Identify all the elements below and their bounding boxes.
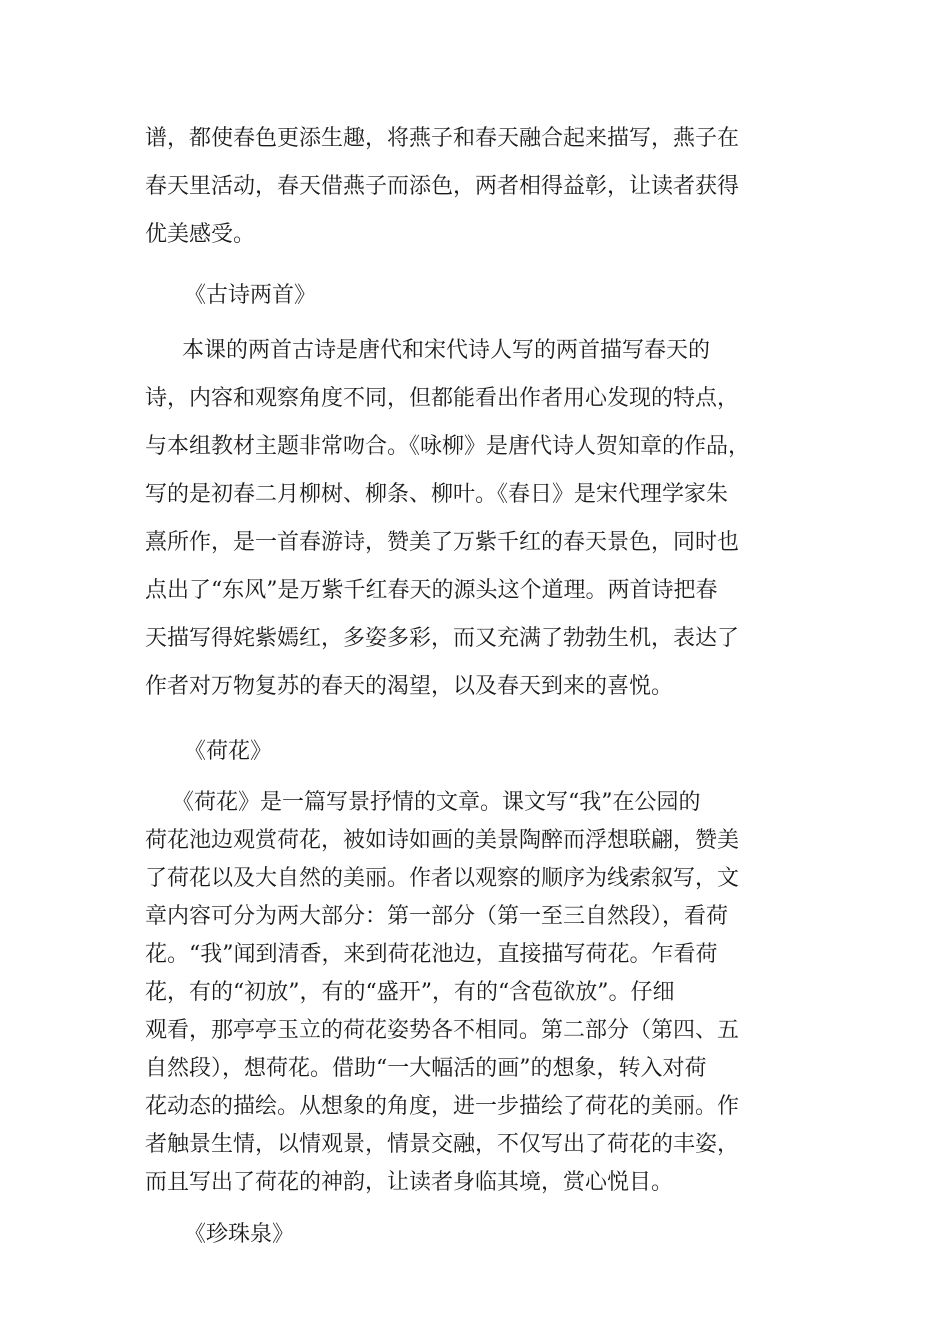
paragraph-line: 与本组教材主题非常吻合。《咏柳》是唐代诗人贺知章的作品， xyxy=(145,434,751,459)
paragraph-line: 优美感受。 xyxy=(145,222,256,247)
paragraph-line: 花。“我”闻到清香，来到荷花池边，直接描写荷花。乍看荷 xyxy=(145,942,718,967)
paragraph-line: 观看，那亭亭玉立的荷花姿势各不相同。第二部分（第四、五 xyxy=(145,1018,740,1043)
paragraph-line: 花，有的“初放”，有的“盛开”，有的“含苞欲放”。仔细 xyxy=(145,980,675,1005)
section-heading-pearl-spring: 《珍珠泉》 xyxy=(184,1222,295,1247)
paragraph-line: 章内容可分为两大部分：第一部分（第一至三自然段），看荷 xyxy=(145,904,729,929)
paragraph-line: 了荷花以及大自然的美丽。作者以观察的顺序为线索叙写，文 xyxy=(145,866,740,891)
paragraph-line: 诗，内容和观察角度不同，但都能看出作者用心发现的特点， xyxy=(145,386,740,411)
section-heading-poems: 《古诗两首》 xyxy=(184,283,317,308)
section-heading-lotus: 《荷花》 xyxy=(184,739,273,764)
paragraph-line: 自然段），想荷花。借助“一大幅活的画”的想象，转入对荷 xyxy=(145,1056,707,1081)
paragraph-line: 写的是初春二月柳树、柳条、柳叶。《春日》是宋代理学家朱 xyxy=(145,482,729,507)
paragraph-line: 作者对万物复苏的春天的渴望，以及春天到来的喜悦。 xyxy=(145,674,674,699)
paragraph-line: 春天里活动，春天借燕子而添色，两者相得益彰，让读者获得 xyxy=(145,174,740,199)
paragraph-line: 《荷花》是一篇写景抒情的文章。课文写“我”在公园的 xyxy=(172,790,701,815)
paragraph-line: 点出了“东风”是万紫千红春天的源头这个道理。两首诗把春 xyxy=(145,578,718,603)
paragraph-line: 荷花池边观赏荷花，被如诗如画的美景陶醉而浮想联翩，赞美 xyxy=(145,828,740,853)
paragraph-line: 花动态的描绘。从想象的角度，进一步描绘了荷花的美丽。作 xyxy=(145,1094,740,1119)
paragraph-line: 谱，都使春色更添生趣，将燕子和春天融合起来描写，燕子在 xyxy=(145,126,740,151)
paragraph-line: 本课的两首古诗是唐代和宋代诗人写的两首描写春天的 xyxy=(182,338,711,363)
paragraph-line: 天描写得姹紫嫣红，多姿多彩，而又充满了勃勃生机，表达了 xyxy=(145,626,740,651)
paragraph-line: 熹所作，是一首春游诗，赞美了万紫千红的春天景色，同时也 xyxy=(145,530,740,555)
paragraph-line: 者触景生情，以情观景，情景交融，不仅写出了荷花的丰姿， xyxy=(145,1132,740,1157)
paragraph-line: 而且写出了荷花的神韵，让读者身临其境，赏心悦目。 xyxy=(145,1170,674,1195)
